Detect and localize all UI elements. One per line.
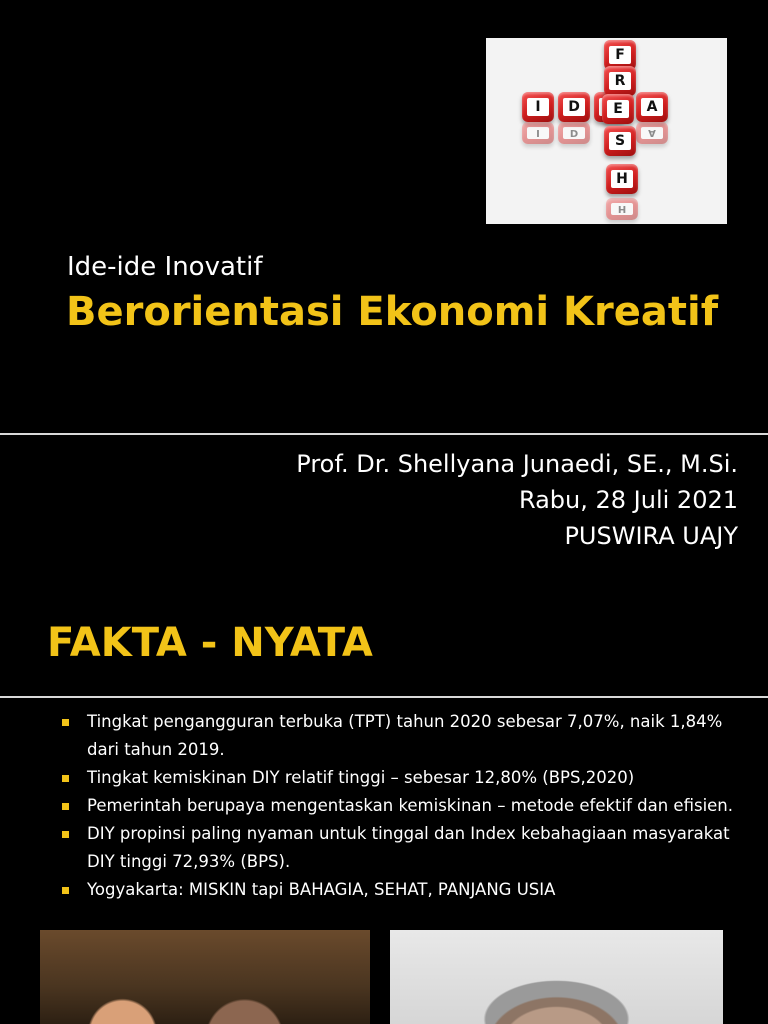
- tile-letter: E: [607, 100, 629, 118]
- list-item: [62, 876, 752, 904]
- presenter-name: Prof. Dr. Shellyana Junaedi, SE., M.Si.: [296, 450, 738, 478]
- tile-reflection: [522, 122, 554, 144]
- presentation-date: Rabu, 28 Juli 2021: [518, 486, 738, 514]
- tile-letter: F: [609, 46, 631, 64]
- tile-letter: S: [609, 132, 631, 150]
- idea-fresh-tiles-image: [486, 38, 727, 224]
- tile: [606, 164, 638, 194]
- tile-letter: I: [527, 127, 549, 139]
- tile-letter: R: [609, 72, 631, 90]
- bullet-square-icon: [62, 803, 69, 810]
- tile-letter: A: [641, 127, 663, 139]
- slide-subtitle: Ide-ide Inovatif: [67, 252, 263, 282]
- tile-reflection: [606, 198, 638, 220]
- bullet-square-icon: [62, 887, 69, 894]
- presenter-block: [296, 446, 738, 554]
- slide-title: FAKTA - NYATA: [47, 620, 373, 666]
- divider: [0, 433, 768, 435]
- tile-letter: H: [611, 203, 633, 215]
- bullet-square-icon: [62, 775, 69, 782]
- presentation-venue: PUSWIRA UAJY: [564, 522, 738, 550]
- tile: [604, 66, 636, 96]
- tile-letter: D: [563, 127, 585, 139]
- tile: [522, 92, 554, 122]
- bullet-text: DIY propinsi paling nyaman untuk tinggal dan Index kebahagiaan masyarakat DIY tinggi 72,93% (BPS).: [87, 824, 730, 871]
- elderly-woman-photo: [390, 930, 723, 1024]
- tile: [636, 92, 668, 122]
- bullet-text: Tingkat pengangguran terbuka (TPT) tahun 2020 sebesar 7,07%, naik 1,84% dari tahun 2019.: [87, 712, 723, 759]
- tile: [602, 94, 634, 124]
- bullet-square-icon: [62, 831, 69, 838]
- bullet-square-icon: [62, 719, 69, 726]
- list-item: [62, 820, 752, 876]
- bullet-text: Tingkat kemiskinan DIY relatif tinggi – sebesar 12,80% (BPS,2020): [87, 768, 635, 787]
- tile-letter: A: [641, 98, 663, 116]
- tile-reflection: [558, 122, 590, 144]
- bullet-text: Yogyakarta: MISKIN tapi BAHAGIA, SEHAT, PANJANG USIA: [87, 880, 556, 899]
- tile-reflection: [636, 122, 668, 144]
- bullet-text: Pemerintah berupaya mengentaskan kemiskinan – metode efektif dan efisien.: [87, 796, 734, 815]
- tile: [604, 126, 636, 156]
- tile-letter: D: [563, 98, 585, 116]
- tile-letter: I: [527, 98, 549, 116]
- elderly-couple-photo: [40, 930, 370, 1024]
- tile-letter: H: [611, 170, 633, 188]
- divider: [0, 696, 768, 698]
- list-item: [62, 708, 752, 764]
- list-item: [62, 792, 752, 820]
- slide-title: Berorientasi Ekonomi Kreatif: [66, 289, 719, 335]
- bullet-list: [62, 708, 752, 904]
- list-item: [62, 764, 752, 792]
- tile: [558, 92, 590, 122]
